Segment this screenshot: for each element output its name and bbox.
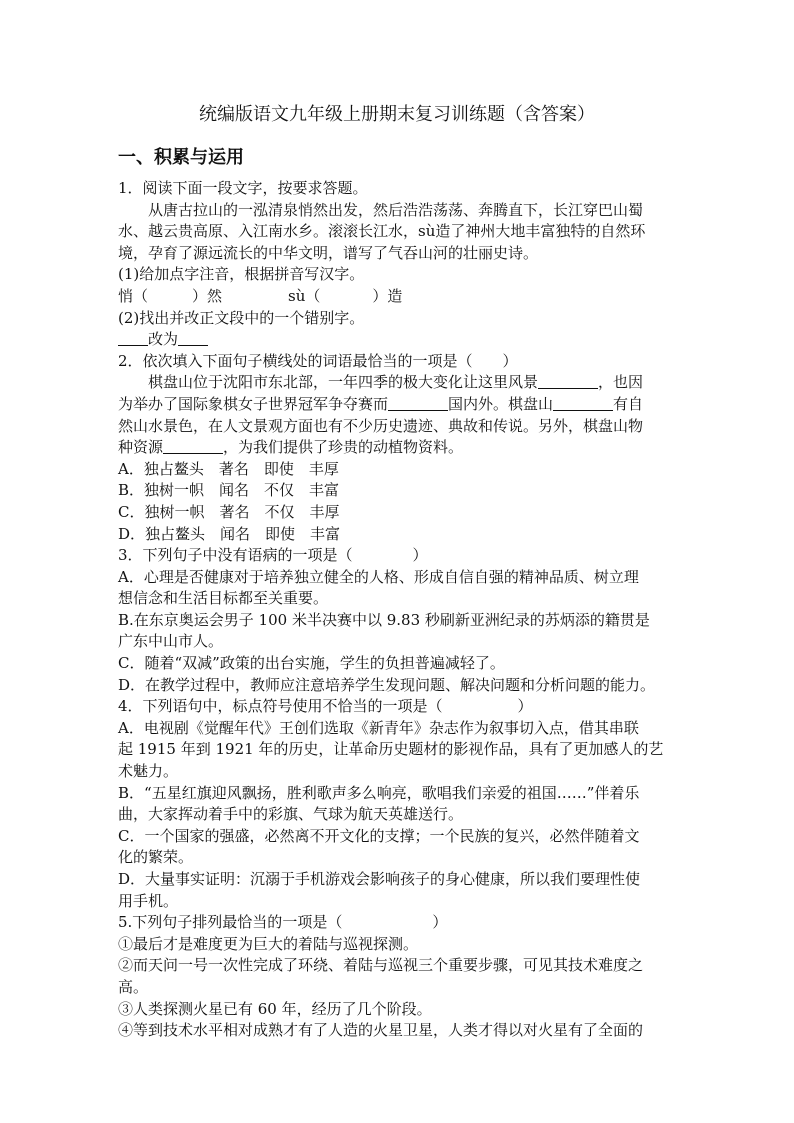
q2-option-a[interactable]: A．独占鳌头 著名 即使 丰厚 <box>118 459 339 478</box>
q3-option-d[interactable]: D．在教学过程中，教师应注意培养学生发现问题、解决问题和分析问题的能力。 <box>118 675 656 694</box>
q4-option-a-cont: 术魅力。 <box>118 762 179 781</box>
q3-option-a[interactable]: A．心理是否健康对于培养独立健全的人格、形成自信自强的精神品质、树立理 <box>118 567 639 586</box>
q2-blank-4[interactable] <box>163 438 223 454</box>
q2-option-b[interactable]: B．独树一帜 闻名 不仅 丰富 <box>118 481 340 500</box>
q2-option-d[interactable]: D．独占鳌头 闻名 即使 丰富 <box>118 524 341 543</box>
q2-passage-line <box>118 394 678 416</box>
q1-wrong-char-blank[interactable] <box>118 330 148 346</box>
q4-option-a-cont: 起 1915 年到 1921 年的历史，让革命历史题材的影视作品，具有了更加感人的艺 <box>118 740 664 759</box>
q2-passage-line <box>118 372 678 394</box>
q4-option-c[interactable]: C．一个国家的强盛，必然离不开文化的支撑；一个民族的复兴，必然伴随着文 <box>118 826 640 845</box>
q5-sentence-4: ④等到技术水平相对成熟才有了人造的火星卫星，人类才得以对火星有了全面的 <box>118 1021 644 1040</box>
q1-a-prefix: 悄（ <box>118 286 149 305</box>
q4-option-d[interactable]: D．大量事实证明：沉溺于手机游戏会影响孩子的身心健康，所以我们要理性使 <box>118 870 641 888</box>
q2-option-c[interactable]: C．独树一帜 著名 不仅 丰厚 <box>118 502 340 521</box>
q1-passage-line: 从唐古拉山的一泓清泉悄然出发，然后浩浩荡荡、奔腾直下，长江穿巴山蜀 <box>148 200 644 219</box>
q2-text: 棋盘山位于沈阳市东北部，一年四季的极大变化让这里风景 <box>148 373 539 392</box>
q5-sentence-2-cont: 高。 <box>118 977 149 996</box>
q5-sentence-1: ①最后才是难度更为巨大的着陆与巡视探测。 <box>118 934 419 953</box>
q2-text: 为举办了国际象棋女子世界冠军争夺赛而 <box>118 394 389 413</box>
document-body <box>118 178 678 1042</box>
q3-option-b[interactable]: B.在东京奥运会男子 100 米半决赛中以 9.83 秒刷新亚洲纪录的苏炳添的籍贯是 <box>118 610 650 629</box>
q3-option-c[interactable]: C．随着“双减”政策的出台实施，学生的负担普遍减轻了。 <box>118 654 505 673</box>
q1-sub2-answer <box>118 329 678 351</box>
q2-text: 有自 <box>613 394 644 413</box>
q2-text: 国内外。棋盘山 <box>448 394 554 413</box>
q2-stem: 2．依次填入下面句子横线处的词语最恰当的一项是（ ） <box>118 351 518 370</box>
q4-option-b[interactable]: B．“五星红旗迎风飘扬，胜利歌声多么响亮，歌唱我们亲爱的祖国……”伴着乐 <box>118 783 640 802</box>
section-heading: 一、积累与运用 <box>118 147 244 168</box>
q2-text: ，也因 <box>598 373 644 392</box>
q3-option-b-cont: 广东中山市人。 <box>118 632 224 651</box>
q1-passage-line: 境，孕育了源远流长的中华文明，谱写了气吞山河的壮丽史诗。 <box>118 243 539 262</box>
q1-sub2: (2)找出并改正文段中的一个错别字。 <box>118 308 365 327</box>
q4-option-b-cont: 曲，大家挥动着手中的彩旗、气球为航天英雄送行。 <box>118 805 464 824</box>
q5-stem: 5.下列句子排列最恰当的一项是（ ） <box>118 913 448 932</box>
q1-b-suffix: ）造 <box>372 286 403 305</box>
q5-sentence-3: ③人类探测火星已有 60 年，经历了几个阶段。 <box>118 999 432 1018</box>
q1-sub1-answers <box>118 286 678 308</box>
q2-text: ，为我们提供了珍贵的动植物资料。 <box>223 438 464 457</box>
q1-passage-line: 水、越云贵高原、入江南水乡。滚滚长江水，sù造了神州大地丰富独特的自然环 <box>118 222 646 241</box>
q4-option-c-cont: 化的繁荣。 <box>118 848 194 867</box>
q2-text: 种资源 <box>118 438 164 457</box>
q2-passage-line <box>118 437 678 459</box>
q1-sub1: (1)给加点字注音，根据拼音写汉字。 <box>118 265 365 284</box>
q1-a-suffix: ）然 <box>192 286 223 305</box>
q3-option-a-cont: 想信念和生活目标都至关重要。 <box>118 589 329 608</box>
q4-option-a[interactable]: A．电视剧《觉醒年代》王创们选取《新青年》杂志作为叙事切入点，借其串联 <box>118 718 639 737</box>
q2-blank-2[interactable] <box>388 395 448 411</box>
q3-stem: 3．下列句子中没有语病的一项是（ ） <box>118 546 428 565</box>
q2-passage-line: 然山水景色，在人文景观方面也有不少历史遗迹、典故和传说。另外，棋盘山物 <box>118 416 644 435</box>
q1-correct-char-blank[interactable] <box>178 330 208 346</box>
q4-stem: 4．下列语句中，标点符号使用不恰当的一项是（ ） <box>118 697 533 716</box>
q1-fix-label: 改为 <box>148 330 179 349</box>
q1-b-prefix: sù（ <box>288 286 321 305</box>
document-title: 统编版语文九年级上册期末复习训练题（含答案） <box>199 104 595 125</box>
q5-sentence-2: ②而天问一号一次性完成了环绕、着陆与巡视三个重要步骤，可见其技术难度之 <box>118 956 644 975</box>
q4-option-d-cont: 用手机。 <box>118 891 179 910</box>
q2-blank-3[interactable] <box>553 395 613 411</box>
q2-blank-1[interactable] <box>538 373 598 389</box>
q1-stem: 1．阅读下面一段文字，按要求答题。 <box>118 179 368 197</box>
